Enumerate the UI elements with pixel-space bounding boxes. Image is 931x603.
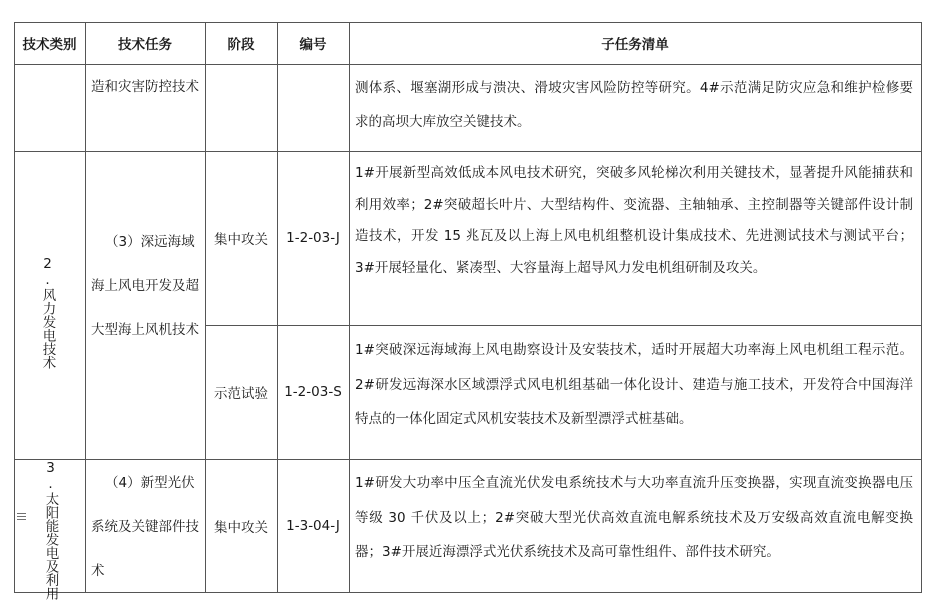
header-task: 技术任务 [118,37,172,53]
subtasks-continued: 测体系、堰塞湖形成与溃决、滑坡灾害风险防控等研究。4#示范满足防灾应急和维护检修要求的高坝大库放空关键技术。 [355,80,913,130]
header-category: 技术类别 [22,37,77,53]
stage-wind-2: 示范试验 [214,386,268,402]
header-code: 编号 [299,37,327,53]
task-solar: （4）新型光伏系统及关键部件技术 [91,475,199,579]
margin-mark: ||| [16,512,26,522]
header-stage: 阶段 [227,37,255,53]
subtasks-wind-2: 1#突破深远海域海上风电勘察设计及安装技术，适时开展超大功率海上风电机组工程示范。2#研发远海深水区域漂浮式风电机组基础一体化设计、建造与施工技术，开发符合中国海洋特点的一体化固定式风机安装技术及新型漂浮式桩基础。 [355,342,913,427]
code-wind-1: 1-2-03-J [286,230,340,246]
stage-wind-1: 集中攻关 [214,232,268,248]
header-subtasks: 子任务清单 [601,37,669,53]
category-wind: 2.风力发电技术 [39,256,56,369]
subtasks-wind-1: 1#开展新型高效低成本风电技术研究，突破多风轮梯次利用关键技术，显著提升风能捕获和利用效率；2#突破超长叶片、大型结构件、变流器、主轴轴承、主控制器等关键部件设计制造技术，开发 15 兆瓦及以上海上风电机组整机设计集成技术、先进测试技术与测试平台；3#开展轻量化、紧凑型、大容量海上超导风力发电机组研制及攻关。 [355,165,913,276]
code-wind-2: 1-2-03-S [284,384,342,400]
code-solar-1: 1-3-04-J [286,517,340,534]
task-wind: （3）深远海域海上风电开发及超大型海上风机技术 [91,234,199,338]
category-solar: 3.太阳能发电及利用 [42,460,59,600]
stage-solar-1: 集中攻关 [214,519,268,536]
subtasks-solar-1: 1#研发大功率中压全直流光伏发电系统技术与大功率直流升压变换器，实现直流变换器电压等级 30 千伏及以上；2#突破大型光伏高效直流电解系统技术及万安级高效直流电解变换器；3#开展近海漂浮式光伏系统技术及高可靠性组件、部件技术研究。 [355,475,913,560]
task-continued: 造和灾害防控技术 [91,79,199,95]
